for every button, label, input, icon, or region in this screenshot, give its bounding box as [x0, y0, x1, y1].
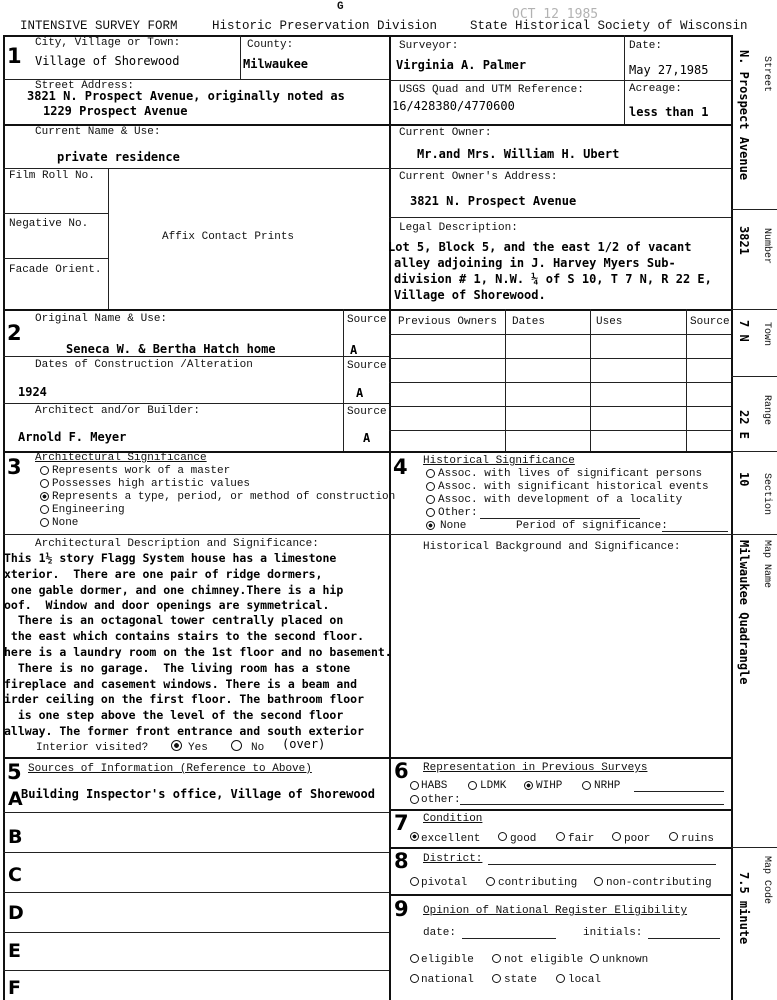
district-contributing-radio[interactable]: [486, 877, 495, 886]
sidebar-mapname-label: Map Name: [761, 540, 772, 589]
arch-option-2-radio[interactable]: [40, 492, 49, 501]
sidebar-street-label: Street: [761, 56, 772, 93]
survey-ldmk-radio[interactable]: [468, 781, 477, 790]
surveyor-label: Surveyor:: [399, 40, 459, 52]
arch-desc-line-2: xterior. There are one pair of ridge dormers,: [4, 567, 323, 581]
survey-wihp-radio[interactable]: [524, 781, 533, 790]
arch-desc-line-1: This 1½ story Flagg System house has a limestone: [4, 551, 337, 565]
hist-option-0-label: Assoc. with lives of significant persons: [438, 468, 703, 480]
arch-desc-line-6: the east which contains stairs to the second floor.: [4, 629, 365, 643]
district-noncontributing-label: non-contributing: [606, 877, 712, 889]
sidebar-section-label: Section: [761, 473, 772, 516]
condition-excellent-radio[interactable]: [410, 832, 419, 841]
county-label: County:: [247, 39, 294, 51]
original-name-value: Seneca W. & Bertha Hatch home: [66, 342, 276, 356]
sidebar-number-label: Number: [761, 228, 772, 265]
county-value: Milwaukee: [243, 57, 309, 71]
dates-construction-label: Dates of Construction /Alteration: [35, 359, 253, 371]
arch-option-4-label: None: [52, 517, 79, 529]
national-radio[interactable]: [410, 974, 419, 983]
source-letter-b: B: [8, 826, 23, 848]
legal-label: Legal Description:: [399, 222, 518, 234]
eligibility-date-label: date:: [423, 927, 457, 939]
arch-option-3-label: Engineering: [52, 504, 125, 516]
dates-construction-value: 1924: [18, 385, 47, 399]
acreage-label: Acreage:: [629, 83, 682, 95]
source-letter-f: F: [8, 977, 21, 999]
eligible-radio[interactable]: [410, 954, 419, 963]
arch-desc-line-9: fireplace and casement windows. There is a beam and: [4, 677, 358, 691]
previous-dates-header: Dates: [512, 316, 546, 328]
legal-line-3: division # 1, N.W. ¼ of S 10, T 7 N, R 22 E,: [394, 272, 712, 286]
section-3-number: 3: [7, 455, 22, 479]
date-value: May 27,1985: [629, 63, 709, 77]
hist-option-0-radio[interactable]: [426, 469, 435, 478]
arch-desc-line-11: is one step above the level of the second floor: [4, 708, 344, 722]
surveyor-value: Virginia A. Palmer: [396, 58, 527, 72]
survey-nrhp-label: NRHP: [594, 780, 621, 792]
source-letter-a: A: [8, 788, 23, 810]
arch-option-1-radio[interactable]: [40, 479, 49, 488]
arch-desc-line-10: irder ceiling on the first floor. The bathroom floor: [4, 692, 365, 706]
society-name: State Historical Society of Wisconsin: [470, 19, 748, 33]
street-label: Street Address:: [35, 80, 135, 92]
street-value-line2: 1229 Prospect Avenue: [43, 104, 188, 118]
district-noncontributing-radio[interactable]: [594, 877, 603, 886]
survey-habs-radio[interactable]: [410, 781, 419, 790]
arch-option-0-label: Represents work of a master: [52, 465, 231, 477]
hist-option-3-label: Other:: [438, 507, 478, 519]
sidebar-mapcode-label: Map Code: [761, 856, 772, 905]
usgs-label: USGS Quad and UTM Reference:: [399, 84, 584, 96]
district-title: District:: [423, 853, 483, 865]
hist-option-3-radio[interactable]: [426, 508, 435, 517]
arch-option-2-label: Represents a type, period, or method of construction: [52, 491, 396, 503]
previous-owners-header: Previous Owners: [398, 316, 498, 328]
interior-no-radio[interactable]: [231, 740, 242, 751]
interior-no-label: No: [251, 742, 265, 754]
division-name: Historic Preservation Division: [212, 19, 438, 33]
sidebar-number-value: 3821: [737, 226, 751, 255]
hist-option-1-radio[interactable]: [426, 482, 435, 491]
architect-value: Arnold F. Meyer: [18, 430, 127, 444]
local-label: local: [568, 974, 602, 986]
condition-good-label: good: [510, 833, 537, 845]
legal-line-1: Lot 5, Block 5, and the east 1/2 of vacant: [388, 240, 692, 254]
national-label: national: [421, 974, 474, 986]
state-label: state: [504, 974, 538, 986]
survey-nrhp-radio[interactable]: [582, 781, 591, 790]
not-eligible-label: not eligible: [504, 954, 584, 966]
interior-visited-label: Interior visited?: [36, 742, 149, 754]
hist-option-4-radio[interactable]: [426, 521, 435, 530]
source-letter-d: D: [8, 902, 24, 924]
current-name-value: private residence: [57, 150, 180, 164]
over-label: (over): [282, 737, 326, 751]
hist-background-label: Historical Background and Significance:: [423, 541, 681, 553]
section-8-number: 8: [394, 849, 409, 873]
source-value-3: A: [363, 431, 371, 445]
condition-good-radio[interactable]: [498, 832, 507, 841]
source-label-1: Source: [347, 314, 387, 326]
survey-other-label: other:: [421, 794, 461, 806]
arch-option-1-label: Possesses high artistic values: [52, 478, 251, 490]
hist-option-1-label: Assoc. with significant historical events: [438, 481, 709, 493]
arch-desc-line-5: There is an octagonal tower centrally placed on: [4, 613, 344, 627]
condition-fair-radio[interactable]: [556, 832, 565, 841]
survey-wihp-label: WIHP: [536, 780, 563, 792]
condition-ruins-label: ruins: [681, 833, 715, 845]
city-label: City, Village or Town:: [35, 37, 181, 49]
unknown-radio[interactable]: [590, 954, 599, 963]
condition-poor-label: poor: [624, 833, 651, 845]
arch-desc-line-8: There is no garage. The living room has a stone: [4, 661, 351, 675]
street-value-line1: 3821 N. Prospect Avenue, originally noted as: [27, 89, 345, 103]
arch-description-label: Architectural Description and Significance:: [35, 538, 319, 550]
arch-significance-title: Architectural Significance: [35, 452, 207, 464]
hist-option-2-label: Assoc. with development of a locality: [438, 494, 683, 506]
source-a-value: Building Inspector's office, Village of Shorewood: [21, 787, 376, 801]
sidebar-section-value: 10: [737, 472, 751, 487]
district-contributing-label: contributing: [498, 877, 578, 889]
state-radio[interactable]: [492, 974, 501, 983]
arch-desc-line-3: one gable dormer, and one chimney.There is a hip: [4, 583, 344, 597]
interior-yes-label: Yes: [188, 742, 208, 754]
survey-other-radio[interactable]: [410, 795, 419, 804]
eligibility-title: Opinion of National Register Eligibility: [423, 905, 688, 917]
hist-option-4-label: None: [440, 520, 467, 532]
film-roll-label: Film Roll No.: [9, 170, 95, 182]
period-label: Period of significance:: [516, 520, 668, 532]
condition-fair-label: fair: [568, 833, 595, 845]
date-label: Date:: [629, 40, 663, 52]
district-pivotal-label: pivotal: [421, 877, 468, 889]
arch-option-0-radio[interactable]: [40, 466, 49, 475]
owner-value: Mr.and Mrs. William H. Ubert: [417, 147, 620, 161]
usgs-value: 16/428380/4770600: [392, 99, 515, 113]
city-value: Village of Shorewood: [35, 54, 180, 68]
condition-title: Condition: [423, 813, 483, 825]
arch-option-4-radio[interactable]: [40, 518, 49, 527]
condition-ruins-radio[interactable]: [669, 832, 678, 841]
section-1-number: 1: [7, 44, 22, 68]
source-letter-e: E: [8, 940, 21, 962]
legal-line-4: Village of Shorewood.: [394, 288, 546, 302]
original-name-label: Original Name & Use:: [35, 313, 168, 325]
condition-excellent-label: excellent: [421, 833, 481, 845]
local-radio[interactable]: [556, 974, 565, 983]
unknown-label: unknown: [602, 954, 649, 966]
form-title: INTENSIVE SURVEY FORM: [20, 19, 178, 33]
survey-ldmk-label: LDMK: [480, 780, 507, 792]
district-pivotal-radio[interactable]: [410, 877, 419, 886]
surveys-title: Representation in Previous Surveys: [423, 762, 648, 774]
sidebar-town-value: 7 N: [737, 320, 751, 342]
sources-title: Sources of Information (Reference to Above): [28, 763, 312, 775]
section-7-number: 7: [394, 811, 409, 835]
section-9-number: 9: [394, 897, 409, 921]
uses-header: Uses: [596, 316, 623, 328]
eligibility-initials-label: initials:: [583, 927, 643, 939]
sidebar-range-label: Range: [761, 395, 772, 426]
source-label-3: Source: [347, 406, 387, 418]
top-mark: G: [337, 1, 344, 13]
arch-desc-line-12: allway. The former front entrance and south exterior: [4, 724, 365, 738]
condition-poor-radio[interactable]: [612, 832, 621, 841]
architect-label: Architect and/or Builder:: [35, 405, 201, 417]
owner-label: Current Owner:: [399, 127, 492, 139]
not-eligible-radio[interactable]: [492, 954, 501, 963]
acreage-value: less than 1: [629, 105, 709, 119]
source-value-1: A: [350, 343, 358, 357]
negative-label: Negative No.: [9, 218, 89, 230]
section-2-number: 2: [7, 321, 22, 345]
received-stamp: OCT 12 1985: [512, 7, 599, 22]
previous-source-header: Source: [690, 316, 730, 328]
arch-option-3-radio[interactable]: [40, 505, 49, 514]
legal-line-2: alley adjoining in J. Harvey Myers Sub-: [394, 256, 676, 270]
sidebar-mapcode-value: 7.5 minute: [737, 872, 751, 945]
hist-significance-title: Historical Significance: [423, 455, 575, 467]
current-name-label: Current Name & Use:: [35, 126, 161, 138]
sidebar-mapname-value: Milwaukee Quadrangle: [737, 540, 751, 685]
owner-address-value: 3821 N. Prospect Avenue: [410, 194, 577, 208]
section-6-number: 6: [394, 759, 409, 783]
hist-option-2-radio[interactable]: [426, 495, 435, 504]
contact-prints-label: Affix Contact Prints: [162, 231, 295, 243]
section-5-number: 5: [7, 760, 22, 784]
source-letter-c: C: [8, 864, 22, 886]
sidebar-street-value: N. Prospect Avenue: [737, 50, 751, 181]
sidebar-range-value: 22 E: [737, 410, 751, 439]
sidebar-town-label: Town: [761, 322, 772, 347]
facade-orient-label: Facade Orient.: [9, 264, 102, 276]
owner-address-label: Current Owner's Address:: [399, 171, 558, 183]
source-label-2: Source: [347, 360, 387, 372]
interior-yes-radio[interactable]: [171, 740, 182, 751]
arch-desc-line-7: here is a laundry room on the 1st floor and no basement.: [4, 645, 392, 659]
survey-habs-label: HABS: [421, 780, 448, 792]
arch-desc-line-4: oof. Window and door openings are symmetrical.: [4, 598, 330, 612]
eligible-label: eligible: [421, 954, 474, 966]
section-4-number: 4: [393, 455, 408, 479]
source-value-2: A: [356, 386, 364, 400]
